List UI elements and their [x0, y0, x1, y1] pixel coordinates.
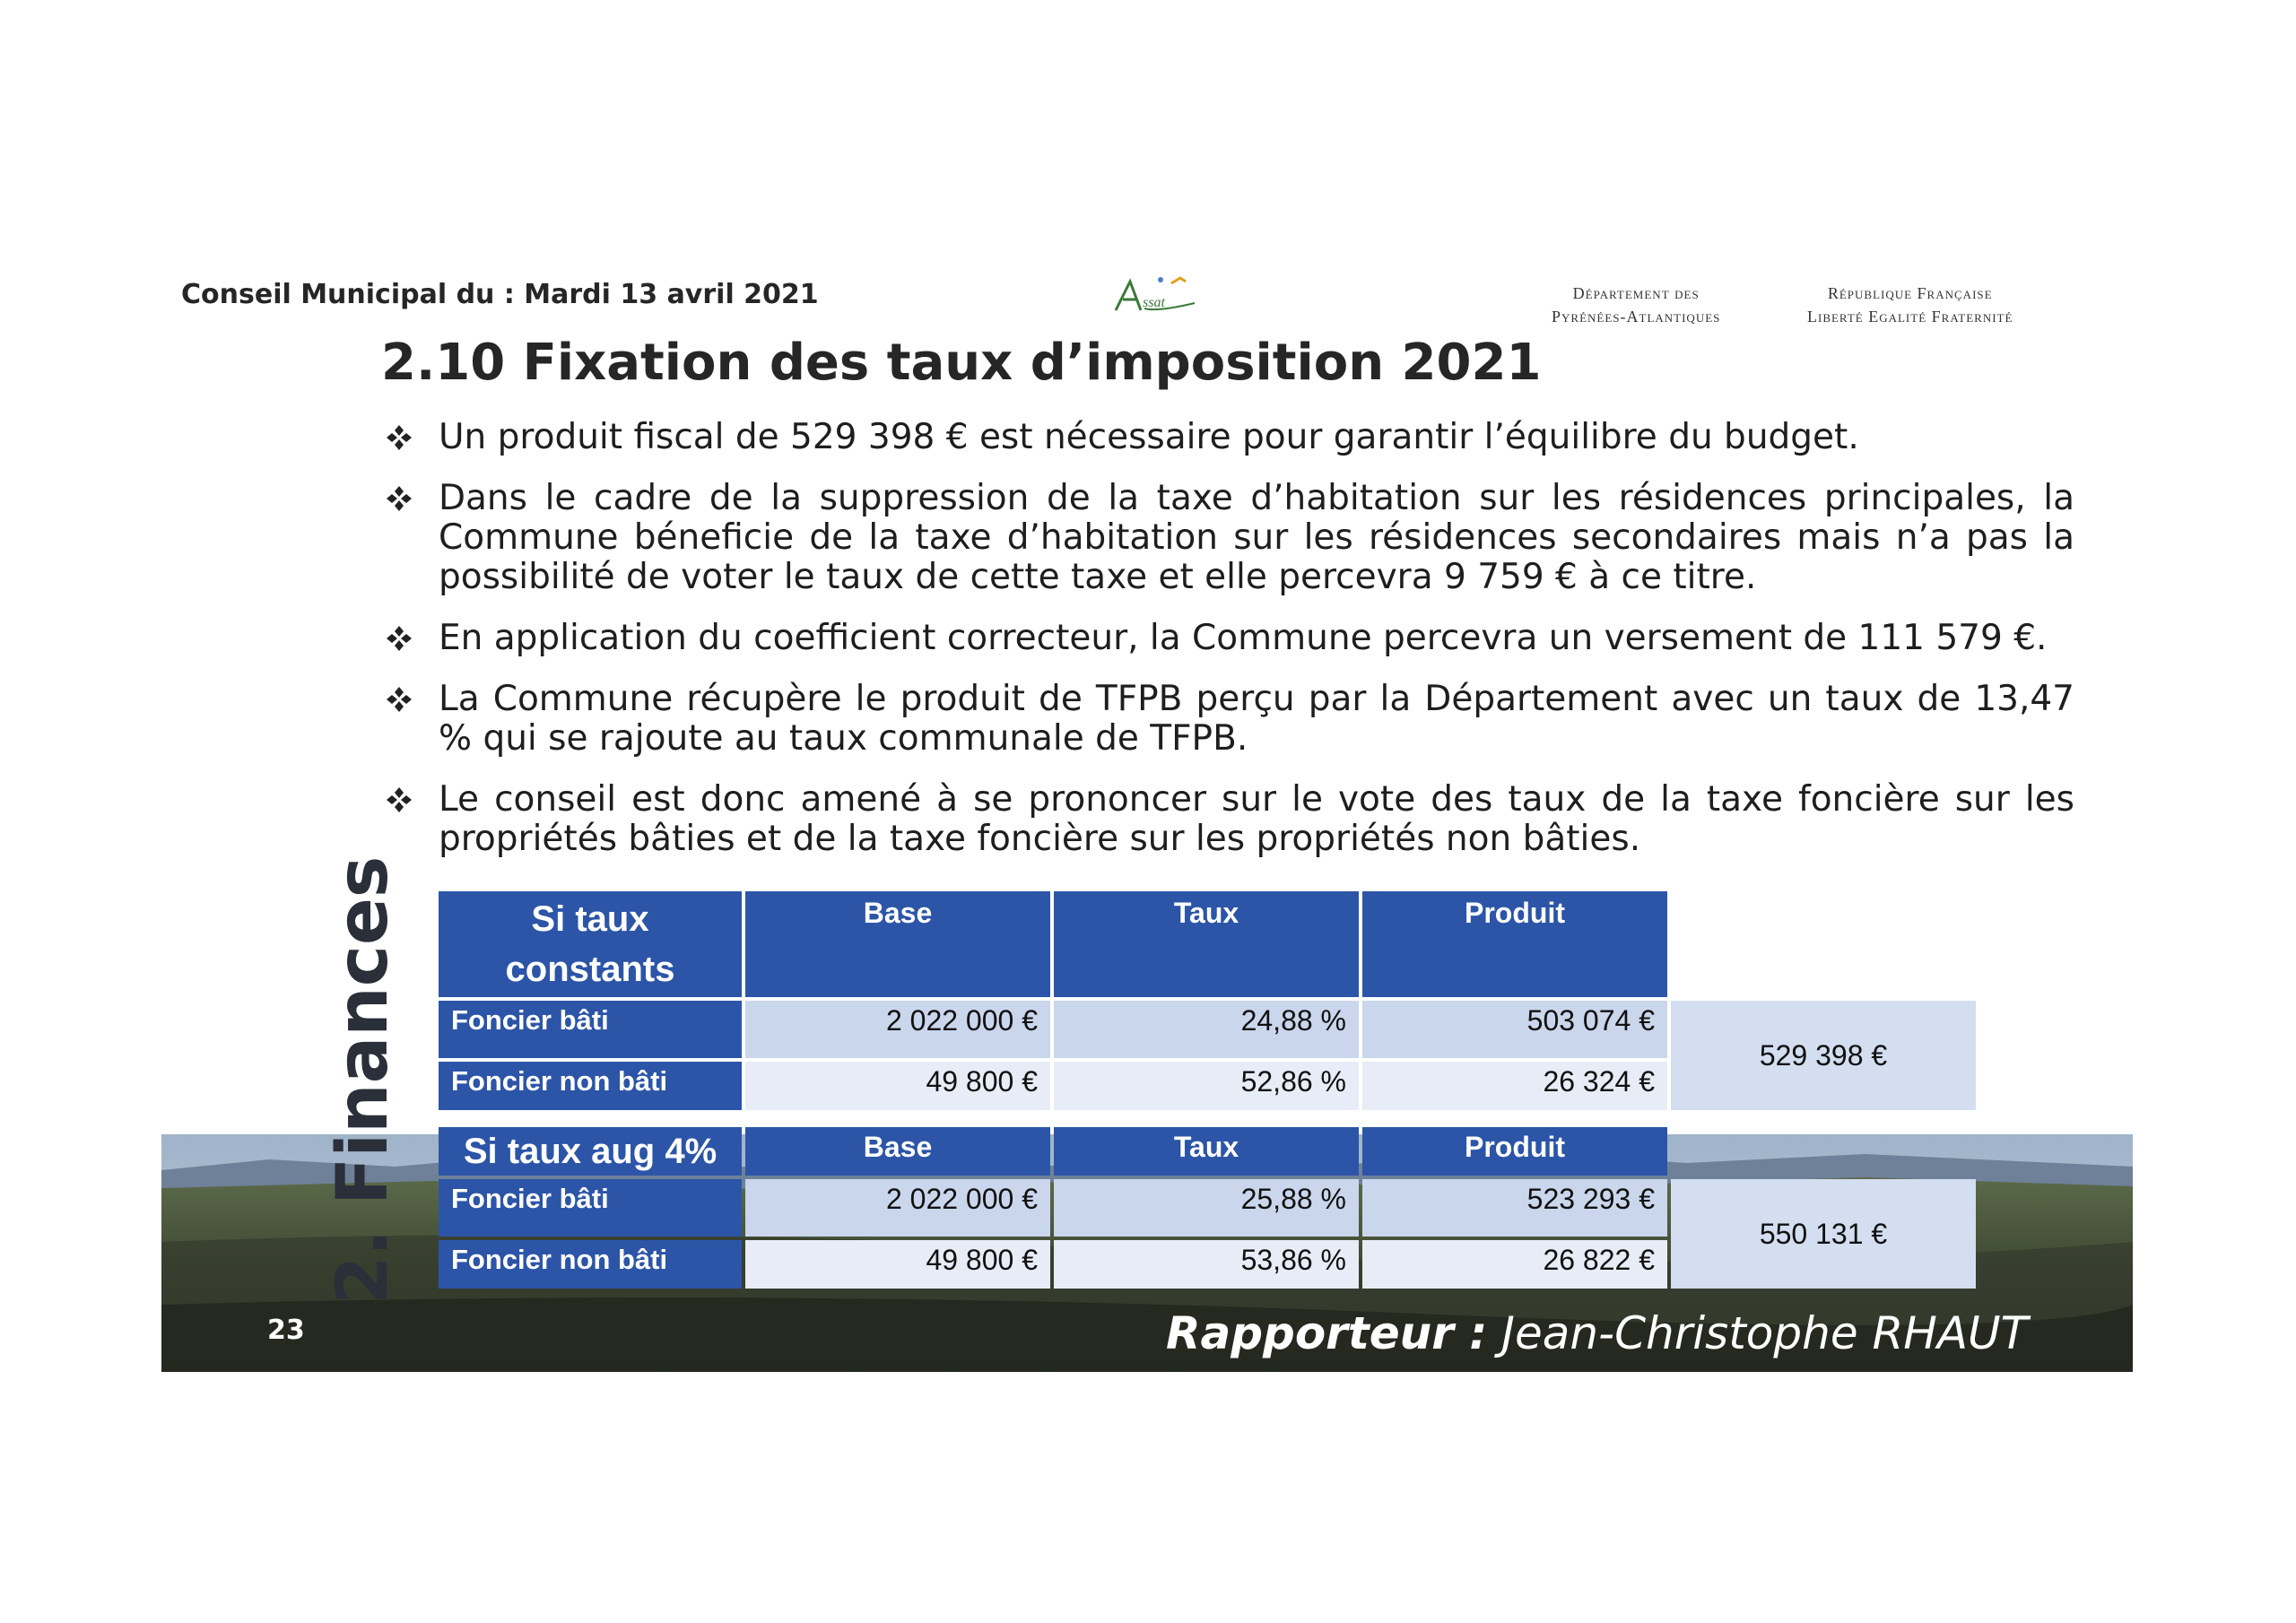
table2-header-taux: Taux — [1054, 1127, 1359, 1176]
table-row — [439, 1001, 1976, 1058]
cell-base: 2 022 000 € — [745, 1001, 1050, 1058]
table1-header-produit: Produit — [1362, 891, 1667, 997]
cell-taux: 25,88 % — [1054, 1179, 1359, 1237]
bullet-text: Dans le cadre de la suppression de la taxe d’habitation sur les résidences principales, la Commune béneficie de la taxe d’habitation sur les résidences secondaires mais n’a pas la possibilité de voter le taux de cette taxe et elle percevra 9 759 € à ce titre. — [439, 478, 2074, 597]
bullet-text: La Commune récupère le produit de TFPB perçu par la Département avec un taux de 13,47 % qui se rajoute au taux communale de TFPB. — [439, 679, 2074, 759]
table2-header-base: Base — [745, 1127, 1050, 1176]
cell-base: 49 800 € — [745, 1240, 1050, 1289]
row-label: Foncier non bâti — [439, 1240, 742, 1289]
total-cell: 550 131 € — [1671, 1179, 1976, 1289]
republic-line-2: Liberté Egalité Fraternité — [1807, 308, 2013, 325]
meeting-header: Conseil Municipal du : Mardi 13 avril 2021 — [181, 279, 819, 310]
cell-taux: 24,88 % — [1054, 1001, 1359, 1058]
table2-header-produit: Produit — [1362, 1127, 1667, 1176]
rates-table-increase — [435, 1124, 1979, 1292]
svg-text:ssat: ssat — [1143, 295, 1165, 310]
rapporteur-name: Jean-Christophe RHAUT — [1501, 1307, 2029, 1359]
rates-table-constant — [435, 888, 1979, 1114]
bullet-item — [381, 780, 2074, 859]
diamond-bullet-icon — [383, 784, 415, 816]
table2-title: Si taux aug 4% — [439, 1127, 742, 1176]
bullet-item — [381, 479, 2074, 597]
cell-base: 2 022 000 € — [745, 1179, 1050, 1237]
cell-produit: 26 324 € — [1362, 1062, 1667, 1110]
table1-title: Si taux constants — [439, 891, 742, 997]
bullet-item — [381, 619, 2074, 658]
diamond-bullet-icon — [383, 421, 415, 454]
rapporteur-label: Rapporteur : — [1166, 1307, 1488, 1359]
department-line-1: Département des — [1572, 284, 1700, 302]
page-title: 2.10 Fixation des taux d’imposition 2021 — [381, 334, 1542, 392]
bullet-text: En application du coefficient correcteur, la Commune percevra un versement de 111 579 €. — [439, 618, 2048, 658]
republic-block — [1807, 282, 2013, 328]
row-label: Foncier bâti — [439, 1001, 742, 1058]
department-line-2: Pyrénées-Atlantiques — [1552, 308, 1721, 325]
cell-produit: 26 822 € — [1362, 1240, 1667, 1289]
republic-line-1: République Française — [1827, 284, 1993, 302]
diamond-bullet-icon — [383, 622, 415, 655]
page-number: 23 — [267, 1315, 305, 1346]
cell-base: 49 800 € — [745, 1062, 1050, 1110]
section-title-text: 2. Finances — [323, 855, 404, 1305]
bullet-list — [381, 418, 2074, 881]
bullet-text: Le conseil est donc amené à se prononcer sur le vote des taux de la taxe foncière sur les propriétés bâties et de la taxe foncière sur les propriétés non bâties. — [439, 779, 2074, 859]
table1-header-base: Base — [745, 891, 1050, 997]
section-side-title — [323, 855, 404, 1305]
commune-logo — [1110, 269, 1200, 323]
cell-taux: 52,86 % — [1054, 1062, 1359, 1110]
cell-taux: 53,86 % — [1054, 1240, 1359, 1289]
cell-produit: 503 074 € — [1362, 1001, 1667, 1058]
diamond-bullet-icon — [383, 683, 415, 716]
bullet-item — [381, 418, 2074, 457]
table-row — [439, 1179, 1976, 1237]
diamond-bullet-icon — [383, 482, 415, 515]
bullet-text: Un produit fiscal de 529 398 € est nécessaire pour garantir l’équilibre du budget. — [439, 417, 1859, 457]
table1-header-taux: Taux — [1054, 891, 1359, 997]
total-cell: 529 398 € — [1671, 1001, 1976, 1110]
row-label: Foncier non bâti — [439, 1062, 742, 1110]
department-block — [1552, 282, 1720, 328]
row-label: Foncier bâti — [439, 1179, 742, 1237]
cell-produit: 523 293 € — [1362, 1179, 1667, 1237]
bullet-item — [381, 680, 2074, 759]
rapporteur — [1166, 1307, 2028, 1359]
